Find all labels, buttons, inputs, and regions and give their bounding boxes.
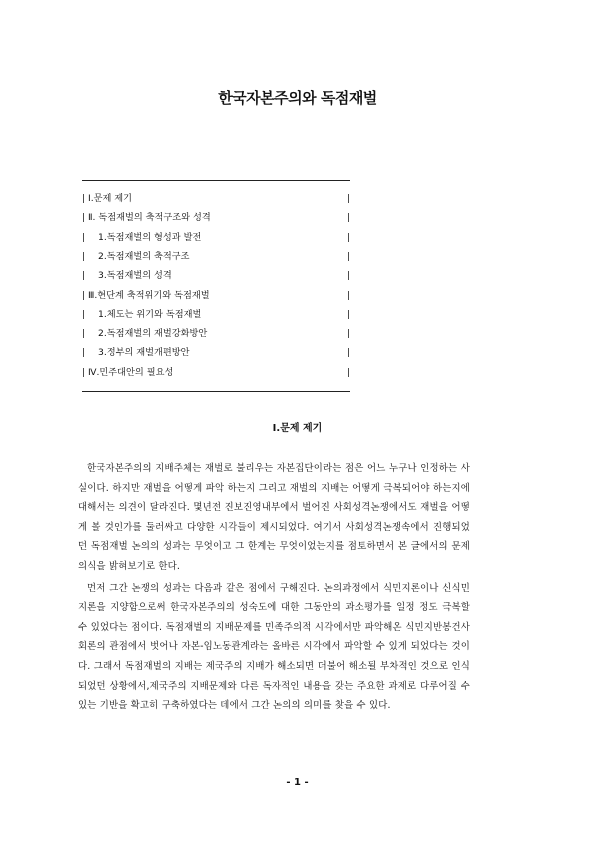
toc-item-label: 2.독점재벌의 축적구조	[98, 250, 190, 262]
toc-item	[82, 310, 350, 322]
toc-right-border: |	[346, 366, 350, 378]
toc-left-border: |	[82, 231, 86, 243]
toc-right-border: |	[346, 347, 350, 359]
toc-left-border: |	[82, 270, 86, 282]
toc-right-border: |	[346, 270, 350, 282]
toc-left-border: |	[82, 250, 86, 262]
toc-bottom-rule	[82, 391, 350, 392]
toc-right-border: |	[346, 308, 350, 320]
table-of-contents	[82, 180, 350, 392]
toc-item	[82, 271, 350, 283]
document-title: 한국자본주의와 독점재벌	[218, 89, 377, 107]
toc-item	[82, 291, 350, 303]
toc-item	[82, 348, 350, 360]
section-heading: Ⅰ.문제 제기	[272, 423, 323, 434]
toc-right-border: |	[346, 231, 350, 243]
page-number: - 1 -	[286, 777, 309, 788]
paragraph: 먼저 그간 논쟁의 성과는 다음과 같은 점에서 구해진다. 논의과정에서 식민지론이나 신식민지론을 지양함으로써 한국자본주의의 성숙도에 대한 그동안의 과소평가를 일정 정도 극복할 수 있었다는 점이다. 독점재벌의 지배문제를 민족주의적 시각에서만 파악해온 식민지반봉건사회론의 관점에서 벗어나 자본-임노동관계라는 올바른 시각에서 파악할 수 있게 되었다는 것이다. 그래서 독점재벌의 지배는 제국주의 지배가 해소되면 더불어 해소될 부차적인 것으로 인식되었던 상황에서,제국주의 지배문제와 다른 독자적인 내용을 갖는 주요한 과제로 다루어질 수 있는 기반을 확고히 구축하였다는 데에서 그간 논의의 의미를 찾을 수 있다.	[78, 582, 470, 712]
toc-item	[82, 233, 350, 245]
toc-item-label: Ⅳ.민주대안의 필요성	[88, 366, 174, 378]
toc-right-border: |	[346, 289, 350, 301]
toc-left-border: |	[82, 347, 86, 359]
toc-item	[82, 213, 350, 225]
toc-top-rule	[82, 180, 350, 181]
body-text	[78, 459, 470, 718]
toc-item-label: 1.체도는 위기와 독점재벌	[98, 308, 202, 320]
toc-item-label: Ⅱ. 독점재벌의 축적구조와 성격	[88, 212, 211, 224]
toc-right-border: |	[346, 193, 350, 204]
toc-item-label: 3.정부의 재벌개편방안	[98, 347, 190, 359]
toc-left-border: |	[82, 193, 86, 204]
toc-item	[82, 368, 350, 380]
paragraph: 한국자본주의의 지배주체는 재벌로 불리우는 자본집단이라는 점은 어느 누구나 인정하는 사실이다. 하지만 재벌을 어떻게 파악 하는지 그리고 재벌의 지배는 어떻게 극복되어야 하는지에 대해서는 의견이 달라진다. 몇년전 진보진영내부에서 벌어진 사회성격논쟁에서도 재벌을 어떻게 볼 것인가를 둘러싸고 다양한 시각들이 제시되었다. 여기서 사회성격논쟁속에서 진행되었던 독점재벌 논의의 성과는 무엇이고 그 한계는 무엇이었는지를 점토하면서 본 글에서의 문제의식을 밝혀보기로 한다.	[78, 463, 470, 572]
toc-item-label: Ⅰ.문제 제기	[88, 193, 133, 204]
toc-item-label: 1.독점재벌의 형성과 발전	[98, 231, 202, 243]
toc-left-border: |	[82, 212, 86, 224]
toc-left-border: |	[82, 308, 86, 320]
toc-item-label: Ⅲ.현단계 축적위기와 독점재벌	[88, 289, 210, 301]
toc-left-border: |	[82, 289, 86, 301]
toc-right-border: |	[346, 328, 350, 340]
toc-item-label: 3.독점재벌의 성격	[98, 270, 172, 282]
toc-item-label: 2.독점재벌의 재벌강화방안	[98, 328, 208, 340]
toc-right-border: |	[346, 212, 350, 224]
toc-right-border: |	[346, 250, 350, 262]
toc-left-border: |	[82, 328, 86, 340]
toc-item	[82, 329, 350, 341]
toc-item	[82, 252, 350, 264]
toc-left-border: |	[82, 366, 86, 378]
toc-item	[82, 194, 350, 206]
